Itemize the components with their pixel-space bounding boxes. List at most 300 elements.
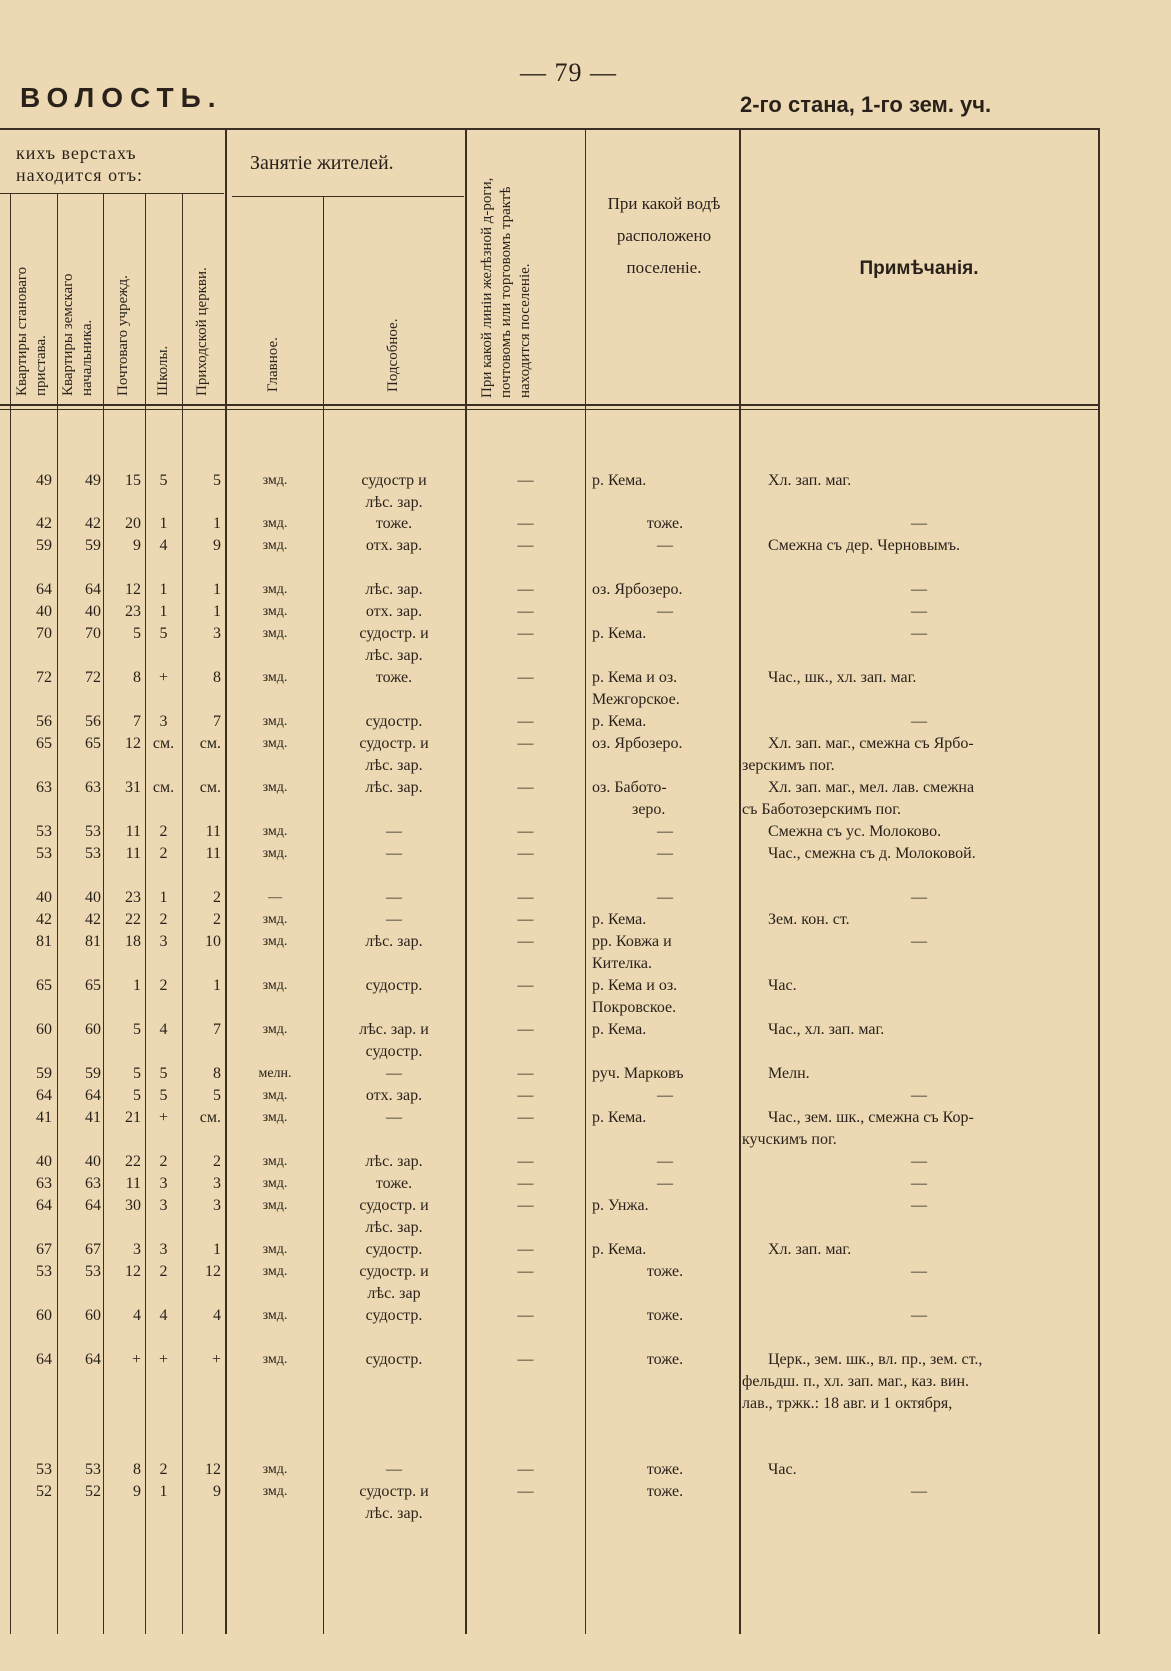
cell-b: 64 — [85, 1197, 101, 1214]
cell-d: 1 — [159, 581, 168, 598]
cell-rail: — — [517, 1065, 534, 1082]
cell-b: 72 — [85, 669, 101, 686]
cell-b: 65 — [85, 735, 101, 752]
cell-main: змд. — [262, 978, 288, 993]
cell-rail: — — [517, 625, 534, 642]
cell-a: 64 — [36, 581, 52, 598]
cell-water: р. Кема. — [592, 911, 647, 928]
cell-c: 8 — [133, 1461, 141, 1478]
cell-a: 53 — [36, 1263, 52, 1280]
cell-b: 60 — [85, 1307, 101, 1324]
header-main: Главное. — [265, 337, 281, 392]
cell-a: 70 — [36, 625, 52, 642]
cell-e: 11 — [205, 823, 221, 840]
cell-e: 10 — [205, 933, 221, 950]
cell-d: 4 — [159, 1307, 168, 1324]
cell-e: 7 — [213, 1021, 221, 1038]
cell-sec: судостр. — [365, 977, 423, 994]
cell-sec: судостр. и — [359, 1197, 429, 1214]
header-stanovoy: Квартиры становаго пристава. — [14, 266, 49, 396]
cell-sec: отх. зар. — [365, 537, 423, 554]
cell-e: 9 — [213, 537, 221, 554]
header-bottom-rule — [0, 404, 1100, 406]
table-row — [0, 668, 1100, 708]
cell-water: — — [657, 1175, 673, 1192]
cell-main: змд. — [262, 1088, 288, 1103]
cell-water: тоже. — [646, 1307, 684, 1324]
cell-rail: — — [517, 933, 534, 950]
cell-c: 5 — [133, 625, 141, 642]
cell-e: 1 — [213, 603, 221, 620]
cell-e: 3 — [213, 1197, 221, 1214]
cell-b: 42 — [85, 515, 101, 532]
cell-note: — — [911, 1307, 927, 1324]
header-church: Приходской церкви. — [194, 267, 210, 396]
cell-b: 49 — [85, 472, 101, 489]
cell-sec: судостр. — [365, 1351, 423, 1368]
cell-e: 12 — [205, 1263, 221, 1280]
cell-e: 7 — [213, 713, 221, 730]
cell-sec: — — [386, 911, 402, 928]
cell-main: змд. — [262, 1308, 288, 1323]
table-row — [0, 712, 1100, 734]
cell-c: 5 — [133, 1065, 141, 1082]
cell-rail: — — [517, 1263, 534, 1280]
cell-d: 4 — [159, 537, 168, 554]
header-distance-group: кихъ верстахъ находится отъ: — [16, 143, 144, 185]
cell-a: 56 — [36, 713, 52, 730]
cell-sec: судостр. и — [359, 1483, 429, 1500]
cell-sec: судостр. — [365, 1307, 423, 1324]
cell-e: 8 — [213, 1065, 221, 1082]
cell-c: 4 — [133, 1307, 141, 1324]
cell-rail: — — [517, 1175, 534, 1192]
cell-main: змд. — [262, 736, 288, 751]
cell-sec2: лѣс. зар — [367, 1285, 421, 1302]
cell-b: 53 — [85, 823, 101, 840]
table-row — [0, 822, 1100, 844]
header-title-left: ВОЛОСТЬ. — [20, 82, 223, 113]
cell-main: змд. — [262, 934, 288, 949]
cell-note: Хл. зап. маг. — [768, 1241, 852, 1258]
cell-note2: фельдш. п., хл. зап. маг., каз. вин. — [742, 1373, 970, 1390]
page-number: — 79 — — [520, 58, 617, 87]
cell-d: 2 — [159, 845, 168, 862]
cell-b: 81 — [85, 933, 101, 950]
cell-sec: — — [386, 1461, 402, 1478]
cell-b: 40 — [85, 1153, 101, 1170]
cell-water: тоже. — [646, 1461, 684, 1478]
cell-note: Час. — [768, 1461, 797, 1478]
cell-a: 65 — [36, 977, 52, 994]
cell-c: 18 — [125, 933, 141, 950]
cell-d: см. — [152, 735, 175, 752]
header-zemsky: Квартиры земскаго начальника. — [60, 273, 95, 396]
cell-a: 42 — [36, 911, 52, 928]
cell-main: змд. — [262, 582, 288, 597]
cell-sec: — — [386, 1109, 402, 1126]
cell-note: — — [911, 889, 927, 906]
header-railway: При какой линіи желѣзной д-роги, почтовомъ или торговомъ трактѣ находится поселеніе. — [479, 177, 533, 398]
cell-note: — — [911, 1483, 927, 1500]
cell-b: 65 — [85, 977, 101, 994]
cell-rail: — — [517, 603, 534, 620]
cell-note: — — [911, 603, 927, 620]
cell-note: — — [911, 1153, 927, 1170]
table-row — [0, 1064, 1100, 1086]
cell-a: 41 — [36, 1109, 52, 1126]
cell-a: 52 — [36, 1483, 52, 1500]
cell-rail: — — [517, 1197, 534, 1214]
cell-main: змд. — [262, 516, 288, 531]
cell-a: 63 — [36, 779, 52, 796]
cell-e: 2 — [213, 889, 221, 906]
cell-c: 5 — [133, 1087, 141, 1104]
cell-sec2: лѣс. зар. — [365, 494, 423, 511]
cell-c: 11 — [125, 823, 141, 840]
cell-c: + — [131, 1351, 141, 1368]
cell-sec: лѣс. зар. — [365, 1153, 423, 1170]
col-line — [1098, 128, 1100, 1634]
col-line — [739, 128, 741, 1634]
cell-sec: тоже. — [375, 1175, 413, 1192]
cell-rail: — — [517, 1021, 534, 1038]
cell-water: оз. Ярбозеро. — [592, 581, 683, 598]
cell-rail: — — [517, 1307, 534, 1324]
cell-d: 5 — [159, 1087, 168, 1104]
cell-d: 3 — [159, 713, 168, 730]
cell-rail: — — [517, 977, 534, 994]
cell-d: 2 — [159, 1263, 168, 1280]
table-row — [0, 580, 1100, 602]
cell-a: 64 — [36, 1197, 52, 1214]
cell-a: 49 — [36, 472, 52, 489]
header-post: Почтоваго учрежд. — [115, 275, 131, 396]
cell-water: р. Унжа. — [592, 1197, 649, 1214]
cell-d: 1 — [159, 1483, 168, 1500]
cell-note: Час. — [768, 977, 797, 994]
cell-main: змд. — [262, 1352, 288, 1367]
cell-sec: лѣс. зар. — [365, 779, 423, 796]
cell-e: 4 — [213, 1307, 221, 1324]
cell-note: — — [911, 581, 927, 598]
cell-d: 5 — [159, 472, 168, 489]
cell-sec: лѣс. зар. — [365, 581, 423, 598]
table-row — [0, 1240, 1100, 1262]
cell-rail: — — [517, 537, 534, 554]
cell-b: 67 — [85, 1241, 101, 1258]
cell-e: 1 — [213, 1241, 221, 1258]
cell-d: 2 — [159, 823, 168, 840]
cell-d: + — [158, 1351, 169, 1368]
table-row — [0, 932, 1100, 972]
cell-rail: — — [517, 713, 534, 730]
header-notes: Примѣчанія. — [859, 258, 979, 279]
cell-rail: — — [517, 911, 534, 928]
cell-b: 40 — [85, 603, 101, 620]
cell-main: змд. — [262, 1110, 288, 1125]
table-row — [0, 1086, 1100, 1108]
cell-b: 42 — [85, 911, 101, 928]
cell-e: 2 — [213, 911, 221, 928]
cell-main: мелн. — [258, 1066, 292, 1081]
cell-c: 9 — [133, 537, 141, 554]
cell-b: 53 — [85, 1263, 101, 1280]
cell-d: 2 — [159, 911, 168, 928]
cell-main: змд. — [262, 824, 288, 839]
cell-a: 72 — [36, 669, 52, 686]
cell-a: 65 — [36, 735, 52, 752]
cell-a: 63 — [36, 1175, 52, 1192]
cell-b: 59 — [85, 537, 101, 554]
cell-note: Смежна съ дер. Черновымъ. — [768, 537, 960, 554]
cell-d: 2 — [159, 1461, 168, 1478]
cell-water: р. Кема. — [592, 472, 647, 489]
cell-sec: лѣс. зар. и — [359, 1021, 429, 1038]
cell-sec: отх. зар. — [365, 603, 423, 620]
cell-sec: судостр и — [361, 472, 427, 489]
cell-b: 52 — [85, 1483, 101, 1500]
cell-a: 59 — [36, 1065, 52, 1082]
cell-main: змд. — [262, 538, 288, 553]
cell-c: 1 — [133, 977, 141, 994]
table-row — [0, 1482, 1100, 1522]
cell-sec: — — [386, 823, 402, 840]
cell-main: змд. — [262, 473, 288, 488]
cell-c: 9 — [133, 1483, 141, 1500]
cell-d: 1 — [159, 603, 168, 620]
cell-c: 31 — [125, 779, 141, 796]
cell-d: 3 — [159, 1197, 168, 1214]
table-row — [0, 1460, 1100, 1482]
cell-a: 67 — [36, 1241, 52, 1258]
table-row — [0, 888, 1100, 910]
cell-sec2: лѣс. зар. — [365, 1505, 423, 1522]
table-row — [0, 536, 1100, 558]
table-row — [0, 1196, 1100, 1236]
cell-a: 64 — [36, 1087, 52, 1104]
cell-note2: зерскимъ пог. — [742, 757, 835, 774]
cell-main: змд. — [262, 1242, 288, 1257]
cell-note: Час., смежна съ д. Молоковой. — [768, 845, 976, 862]
cell-water: оз. Ярбозеро. — [592, 735, 683, 752]
cell-a: 60 — [36, 1021, 52, 1038]
cell-rail: — — [517, 1241, 534, 1258]
cell-main: змд. — [262, 1198, 288, 1213]
cell-water: тоже. — [646, 1263, 684, 1280]
cell-water: руч. Марковъ — [592, 1065, 684, 1082]
cell-water: — — [657, 1087, 673, 1104]
cell-d: 1 — [159, 889, 168, 906]
col-line — [465, 128, 467, 1634]
cell-sec: отх. зар. — [365, 1087, 423, 1104]
cell-sec: — — [386, 1065, 402, 1082]
cell-note2: кучскимъ пог. — [742, 1131, 837, 1148]
cell-c: 8 — [133, 669, 141, 686]
cell-main: змд. — [262, 1462, 288, 1477]
cell-d: 4 — [159, 1021, 168, 1038]
cell-water: р. Кема. — [592, 1021, 647, 1038]
cell-sec: — — [386, 845, 402, 862]
group-rule-distance — [0, 193, 224, 194]
cell-rail: — — [517, 1351, 534, 1368]
cell-main: — — [268, 890, 282, 905]
col-line — [225, 128, 227, 1634]
table-top-rule — [0, 128, 1100, 130]
cell-water2: Покровское. — [592, 999, 677, 1016]
cell-d: 5 — [159, 625, 168, 642]
table-row — [0, 1350, 1100, 1412]
cell-e: 1 — [213, 581, 221, 598]
cell-c: 3 — [133, 1241, 141, 1258]
cell-note: — — [911, 713, 927, 730]
table-row — [0, 1152, 1100, 1174]
cell-e: 5 — [213, 472, 221, 489]
cell-c: 7 — [133, 713, 141, 730]
cell-note: Мелн. — [768, 1065, 810, 1082]
table-row — [0, 1108, 1100, 1148]
cell-water: тоже. — [646, 1483, 684, 1500]
cell-b: 64 — [85, 1087, 101, 1104]
cell-water: — — [657, 845, 673, 862]
cell-c: 22 — [125, 1153, 141, 1170]
cell-main: змд. — [262, 1264, 288, 1279]
cell-d: 2 — [159, 977, 168, 994]
cell-main: змд. — [262, 846, 288, 861]
cell-b: 64 — [85, 581, 101, 598]
group-rule-occupation — [232, 196, 464, 197]
table-row — [0, 844, 1100, 866]
cell-a: 59 — [36, 537, 52, 554]
header-water: При какой водѣ расположено поселеніе. — [607, 194, 721, 277]
cell-rail: — — [517, 669, 534, 686]
cell-water2: зеро. — [632, 801, 666, 818]
cell-a: 53 — [36, 845, 52, 862]
cell-main: змд. — [262, 1176, 288, 1191]
cell-c: 20 — [125, 515, 141, 532]
cell-b: 53 — [85, 1461, 101, 1478]
cell-c: 5 — [133, 1021, 141, 1038]
table-row — [0, 514, 1100, 536]
cell-c: 12 — [125, 1263, 141, 1280]
cell-sec: тоже. — [375, 669, 413, 686]
cell-note: Час., хл. зап. маг. — [768, 1021, 885, 1038]
cell-note: — — [911, 933, 927, 950]
cell-main: змд. — [262, 1484, 288, 1499]
header-title-right: 2-го стана, 1-го зем. уч. — [740, 92, 992, 117]
cell-d: 3 — [159, 933, 168, 950]
table-row — [0, 1262, 1100, 1302]
cell-sec2: лѣс. зар. — [365, 1219, 423, 1236]
cell-rail: — — [517, 889, 534, 906]
cell-sec: судостр. и — [359, 625, 429, 642]
cell-rail: — — [517, 515, 534, 532]
cell-note: — — [911, 515, 927, 532]
cell-d: см. — [152, 779, 175, 796]
cell-e: + — [211, 1351, 221, 1368]
cell-main: змд. — [262, 670, 288, 685]
cell-d: + — [158, 669, 169, 686]
cell-main: змд. — [262, 626, 288, 641]
cell-water: р. Кема. — [592, 713, 647, 730]
cell-note: — — [911, 1175, 927, 1192]
cell-note2: съ Баботозерскимъ пог. — [742, 801, 901, 818]
cell-c: 15 — [125, 472, 141, 489]
cell-c: 12 — [125, 735, 141, 752]
cell-rail: — — [517, 1483, 534, 1500]
cell-c: 23 — [125, 603, 141, 620]
cell-d: 5 — [159, 1065, 168, 1082]
header-secondary: Подсобное. — [385, 318, 401, 392]
cell-water: — — [657, 1153, 673, 1170]
cell-a: 40 — [36, 889, 52, 906]
cell-c: 23 — [125, 889, 141, 906]
header-occupation-group: Занятіе жителей. — [250, 152, 394, 174]
table-row — [0, 1306, 1100, 1328]
cell-b: 56 — [85, 713, 101, 730]
table-row — [0, 1174, 1100, 1196]
cell-d: 1 — [159, 515, 168, 532]
cell-note: Хл. зап. маг., смежна съ Ярбо- — [768, 735, 974, 752]
cell-e: 12 — [205, 1461, 221, 1478]
cell-water: тоже. — [646, 1351, 684, 1368]
cell-water: р. Кема. — [592, 1109, 647, 1126]
cell-main: змд. — [262, 912, 288, 927]
cell-note: Час., зем. шк., смежна съ Кор- — [768, 1109, 974, 1126]
cell-sec: судостр. — [365, 713, 423, 730]
cell-note: Час., шк., хл. зап. маг. — [768, 669, 917, 686]
table-row — [0, 976, 1100, 1016]
cell-d: 3 — [159, 1241, 168, 1258]
cell-b: 41 — [85, 1109, 101, 1126]
cell-note: Зем. кон. ст. — [768, 911, 850, 928]
cell-sec: судостр. — [365, 1241, 423, 1258]
cell-sec2: лѣс. зар. — [365, 647, 423, 664]
cell-main: змд. — [262, 1022, 288, 1037]
cell-e: см. — [199, 735, 221, 752]
header-school: Школы. — [155, 345, 171, 396]
cell-a: 81 — [36, 933, 52, 950]
cell-b: 64 — [85, 1351, 101, 1368]
cell-b: 63 — [85, 1175, 101, 1192]
cell-sec: лѣс. зар. — [365, 933, 423, 950]
cell-e: 8 — [213, 669, 221, 686]
cell-d: 2 — [159, 1153, 168, 1170]
cell-b: 59 — [85, 1065, 101, 1082]
cell-water2: Межгорское. — [592, 691, 680, 708]
cell-b: 63 — [85, 779, 101, 796]
cell-sec2: лѣс. зар. — [365, 757, 423, 774]
cell-a: 40 — [36, 1153, 52, 1170]
cell-a: 42 — [36, 515, 52, 532]
cell-water: оз. Бабото- — [592, 779, 667, 796]
cell-c: 30 — [125, 1197, 141, 1214]
cell-e: см. — [199, 779, 221, 796]
cell-e: 3 — [213, 625, 221, 642]
cell-rail: — — [517, 779, 534, 796]
cell-b: 53 — [85, 845, 101, 862]
cell-c: 12 — [125, 581, 141, 598]
table-row — [0, 602, 1100, 624]
cell-note: — — [911, 625, 927, 642]
cell-rail: — — [517, 735, 534, 752]
cell-d: 3 — [159, 1175, 168, 1192]
table-row — [0, 778, 1100, 818]
col-line — [585, 128, 586, 1634]
cell-b: 70 — [85, 625, 101, 642]
cell-sec: — — [386, 889, 402, 906]
cell-rail: — — [517, 823, 534, 840]
